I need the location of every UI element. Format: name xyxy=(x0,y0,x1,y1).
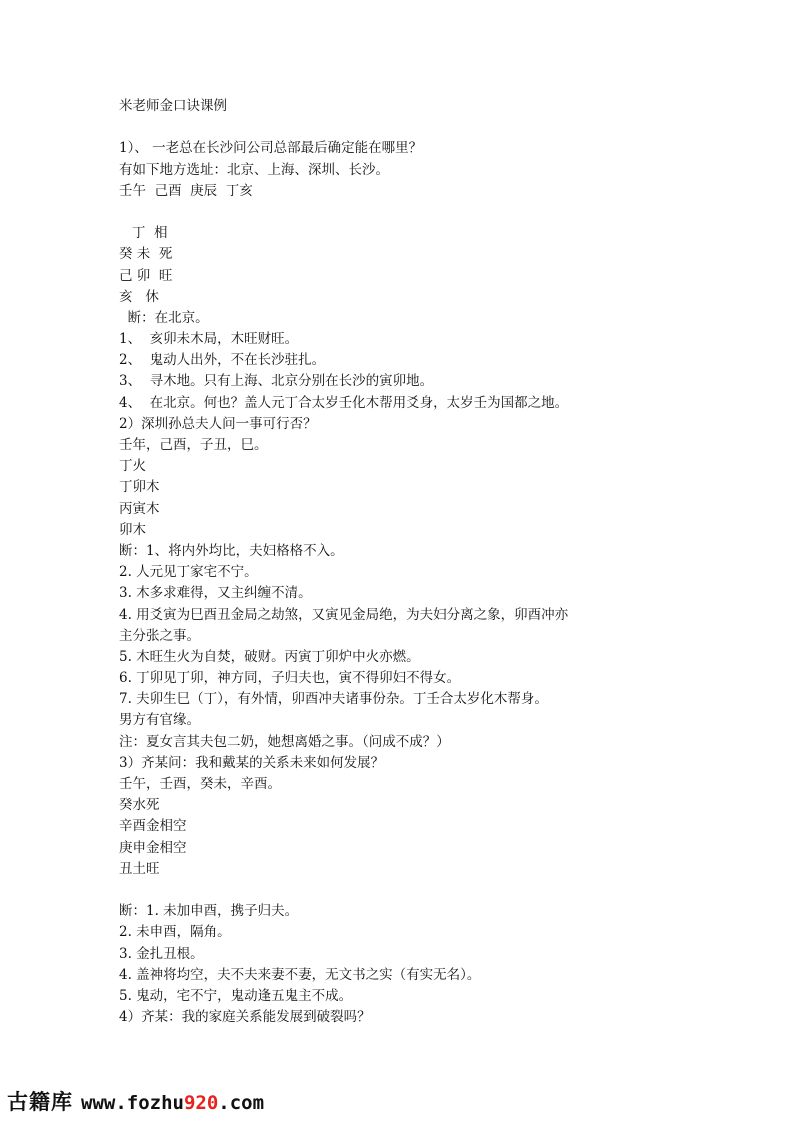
text-line: 己 卯 旺 xyxy=(119,267,173,284)
watermark-url-suffix: .com xyxy=(218,1092,265,1114)
text-line: 卯木 xyxy=(119,521,146,538)
text-line: 3. 木多求难得，又主纠缠不清。 xyxy=(119,585,312,602)
text-line: 丁火 xyxy=(119,458,146,475)
text-line: 癸 未 死 xyxy=(119,246,173,263)
text-line: 2）深圳孙总夫人问一事可行否？ xyxy=(119,415,317,432)
text-line: 主分张之事。 xyxy=(119,627,200,644)
text-line: 丙寅木 xyxy=(119,500,160,517)
watermark-url-prefix: www.fozhu xyxy=(81,1092,184,1114)
text-line: 4）齐某：我的家庭关系能发展到破裂吗？ xyxy=(119,1009,371,1026)
text-line: 壬年，己酉，子丑，巳。 xyxy=(119,437,268,453)
text-line: 1）、 一老总在长沙问公司总部最后确定能在哪里？ xyxy=(119,140,423,157)
text-line: 男方有官缘。 xyxy=(119,712,200,729)
text-line: 亥 休 xyxy=(119,288,159,305)
text-line: 2. 未申酉，隔角。 xyxy=(119,924,231,941)
document-body xyxy=(119,96,679,1028)
site-watermark xyxy=(7,1086,264,1116)
text-line: 断：在北京。 xyxy=(119,309,209,326)
text-line: 7. 夫卯生巳（丁），有外情，卯酉冲夫诸事份杂。丁壬合太岁化木帮身。 xyxy=(119,691,548,708)
blank-line xyxy=(119,202,679,223)
text-line: 壬午 己酉 庚辰 丁亥 xyxy=(119,182,253,199)
watermark-url-accent: 920 xyxy=(183,1092,219,1114)
blank-line xyxy=(119,880,679,901)
blank-line xyxy=(119,117,679,138)
document-title: 米老师金口诀课例 xyxy=(119,98,227,114)
text-line: 2、 鬼动人出外，不在长沙驻扎。 xyxy=(119,352,326,369)
text-line: 辛酉金相空 xyxy=(119,818,187,835)
text-line: 4. 用爻寅为巳酉丑金局之劫煞，又寅见金局绝，为夫妇分离之象，卯酉冲亦 xyxy=(119,606,569,623)
text-line: 3. 金扎丑根。 xyxy=(119,945,204,962)
text-line: 断：1. 未加申酉，携子归夫。 xyxy=(119,903,299,920)
text-line: 有如下地方选址：北京、上海、深圳、长沙。 xyxy=(119,161,389,178)
text-line: 注：夏女言其夫包二奶，她想离婚之事。（问成不成？） xyxy=(119,733,450,750)
text-line: 丑土旺 xyxy=(119,860,160,877)
text-line: 4. 盖神将均空，夫不夫来妻不妻，无文书之实（有实无名）。 xyxy=(119,966,481,983)
watermark-brand: 古籍库 xyxy=(7,1090,73,1114)
watermark-url xyxy=(81,1092,264,1114)
text-line: 2. 人元见丁家宅不宁。 xyxy=(119,564,258,581)
text-line: 4、 在北京。何也？盖人元丁合太岁壬化木帮用爻身，太岁壬为国都之地。 xyxy=(119,394,569,411)
text-line: 3、 寻木地。只有上海、北京分别在长沙的寅卯地。 xyxy=(119,373,434,390)
text-line: 6. 丁卯见丁卯，神方同，子归夫也，寅不得卯妇不得女。 xyxy=(119,670,461,687)
text-line: 庚申金相空 xyxy=(119,839,187,856)
text-line: 丁 相 xyxy=(119,225,168,242)
text-line: 壬午，壬酉，癸未，辛酉。 xyxy=(119,776,281,792)
text-line: 丁卯木 xyxy=(119,479,160,496)
text-line: 1、 亥卯未木局，木旺财旺。 xyxy=(119,331,299,348)
text-line: 断：1、将内外均比，夫妇格格不入。 xyxy=(119,542,344,559)
text-line: 5. 木旺生火为自焚，破财。丙寅丁卯炉中火亦燃。 xyxy=(119,648,420,665)
text-line: 3）齐某问：我和戴某的关系未来如何发展？ xyxy=(119,754,385,771)
text-line: 5. 鬼动，宅不宁，鬼动逢五鬼主不成。 xyxy=(119,987,353,1004)
text-line: 癸水死 xyxy=(119,797,160,814)
